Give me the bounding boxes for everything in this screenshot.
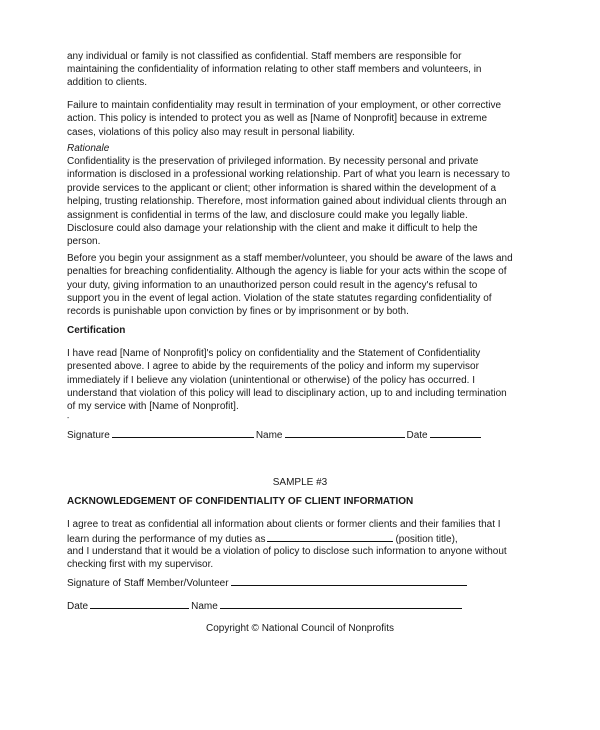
rationale-line: information is disclosed in a professional working relationship. Part of what you learn is necessary to (67, 169, 510, 180)
certification-line: immediately if I believe any violation (unintentional or otherwise) of the policy has occurred. I (67, 375, 475, 386)
certification-line: of my service with [Name of Nonprofit]. (67, 401, 239, 412)
date-field[interactable] (430, 428, 481, 438)
rationale-line: provide services to the applicant or client; other information is shared within the development of a (67, 183, 497, 194)
rationale-heading: Rationale (67, 143, 110, 154)
acknowledgement-heading: ACKNOWLEDGEMENT OF CONFIDENTIALITY OF CLIENT INFORMATION (67, 496, 414, 507)
rationale-line: helping, trusting relationship. Therefore, most information gained about individual clients through an (67, 196, 507, 207)
ack-line: and I understand that it would be a violation of policy to disclose such information to anyone without (67, 546, 507, 557)
sample-label: SAMPLE #3 (272, 477, 328, 488)
name-label: Name (255, 430, 283, 441)
name-field[interactable] (285, 428, 405, 438)
staff-signature-label: Signature of Staff Member/Volunteer (67, 578, 229, 589)
before-line: penalties for breaching confidentiality. Although the agency is liable for your acts within the scope of (67, 266, 507, 277)
ack-line: checking first with my supervisor. (67, 559, 214, 570)
name-label: Name (191, 601, 218, 612)
signature-label: Signature (67, 430, 110, 441)
before-line: your duty, giving information to an unauthorized person could result in the agency's refusal to (67, 280, 478, 291)
ack-line (67, 532, 458, 546)
date-label: Date (406, 430, 428, 441)
failure-line: Failure to maintain confidentiality may result in termination of your employment, or other corrective (67, 100, 502, 111)
intro-line: any individual or family is not classified as confidential. Staff members are responsible for (67, 51, 462, 62)
rationale-line: Confidentiality is the preservation of privileged information. By necessity personal and private (67, 156, 479, 167)
date-field[interactable] (90, 599, 189, 609)
failure-line: cases, violations of this policy also may result in personal liability. (67, 127, 355, 138)
ack-line2-post: (position title), (395, 534, 458, 545)
stray-mark: - (67, 415, 70, 422)
intro-line: addition to clients. (67, 77, 148, 88)
before-line: records is punishable upon conviction by fines or by imprisonment or by both. (67, 306, 409, 317)
ack-line: I agree to treat as confidential all information about clients or former clients and their families that I (67, 519, 501, 530)
name-field[interactable] (220, 599, 462, 609)
certification-line: understand that violation of this policy will lead to disciplinary action, up to and including termination (67, 388, 507, 399)
copyright-notice: Copyright © National Council of Nonprofits (205, 623, 394, 634)
certification-heading: Certification (67, 325, 126, 336)
date-name-row (67, 599, 464, 613)
intro-line: maintaining the confidentiality of information relating to other staff members and volunteers, in (67, 64, 482, 75)
certification-line: I have read [Name of Nonprofit]'s policy on confidentiality and the Statement of Confidentiality (67, 348, 481, 359)
staff-signature-row (67, 576, 469, 590)
ack-line2-pre: learn during the performance of my duties as (67, 534, 266, 545)
staff-signature-field[interactable] (231, 576, 467, 586)
rationale-line: assignment is confidential in terms of the law, and disclosure could make you legally liable. (67, 210, 468, 221)
position-title-field[interactable] (267, 532, 393, 542)
rationale-line: Disclosure could also damage your relationship with the client and make it difficult to help the (67, 223, 478, 234)
date-label: Date (67, 601, 89, 612)
certification-signature-row (67, 428, 483, 442)
before-line: Before you begin your assignment as a staff member/volunteer, you should be aware of the laws and (67, 253, 513, 264)
signature-field[interactable] (112, 428, 254, 438)
failure-line: action. This policy is intended to protect you as well as [Name of Nonprofit] because in extreme (67, 113, 488, 124)
before-line: support you in the event of legal action. Violation of the state statutes regarding confidentiality of (67, 293, 492, 304)
certification-line: presented above. I agree to abide by the requirements of the policy and inform my supervisor (67, 361, 479, 372)
rationale-line: person. (67, 236, 101, 247)
